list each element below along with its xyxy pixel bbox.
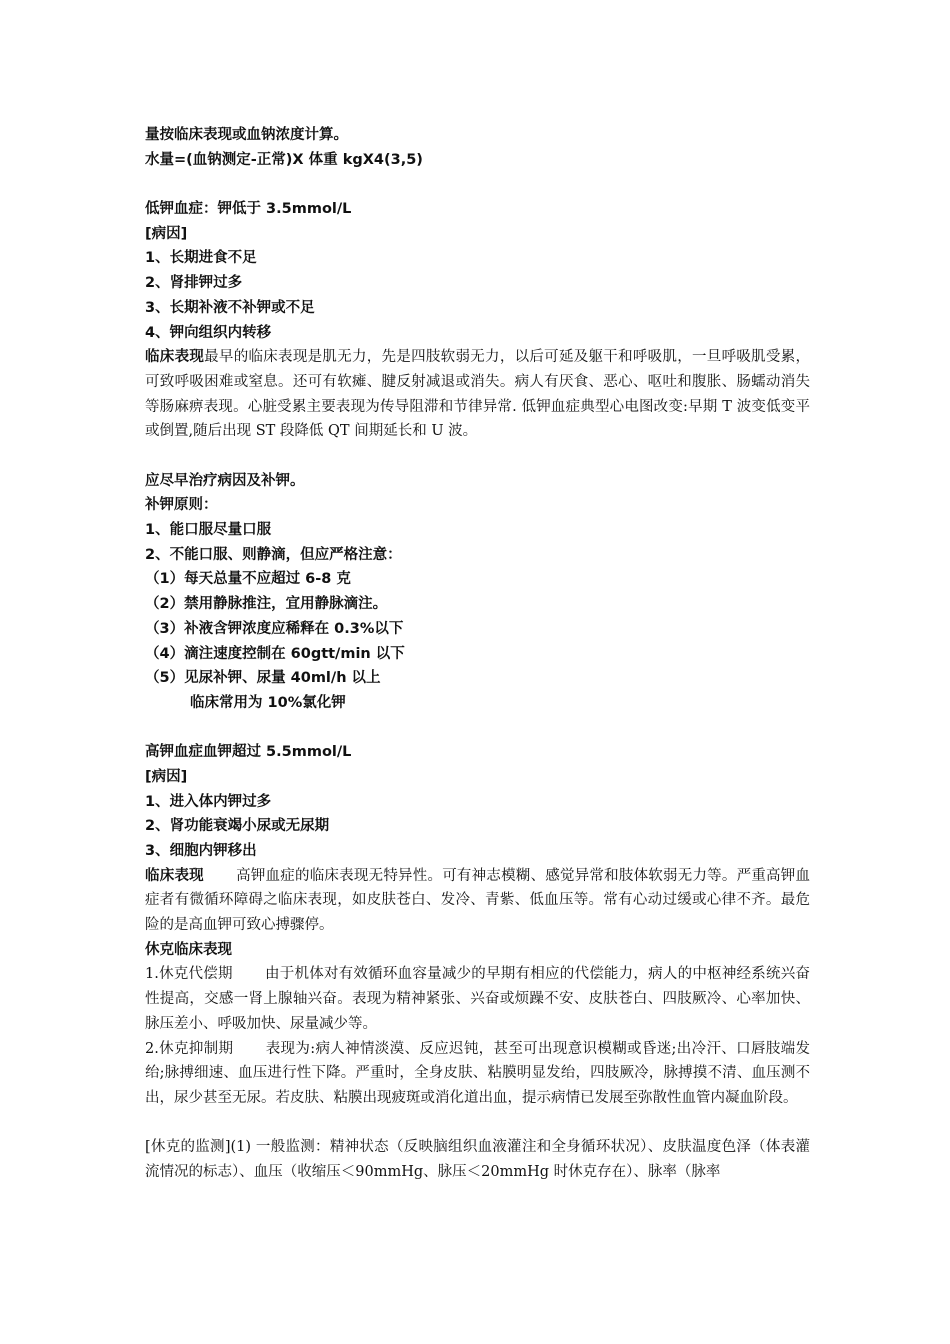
text-line: 量按临床表现或血钠浓度计算。 (145, 127, 348, 143)
list-item: 1、进入体内钾过多 (145, 793, 272, 810)
stage-label: 1.休克代偿期 (145, 966, 233, 983)
sub-list-item: （1）每天总量不应超过 6-8 克 (145, 571, 351, 588)
list-item: 2、肾排钾过多 (145, 275, 243, 292)
sub-list-item: （4）滴注速度控制在 60gtt/min 以下 (145, 645, 405, 662)
cause-label: [病因] (145, 768, 188, 785)
list-item: 1、能口服尽量口服 (145, 522, 272, 539)
blank-line (145, 716, 810, 741)
hyperkalemia-clinical-paragraph (145, 864, 810, 938)
blank-line (145, 1111, 810, 1136)
shock-suppressed-paragraph (145, 1037, 810, 1111)
shock-monitoring-paragraph (145, 1135, 810, 1184)
blank-line (145, 444, 810, 469)
monitor-text: (1) 一般监测：精神状态（反映脑组织血液灌注和全身循环状况）、皮肤温度色泽（体表灌流情况的标志）、血压（收缩压＜90mmHg、脉压＜20mmHg 时休克存在）、脉率（脉率 (145, 1139, 810, 1181)
hyperkalemia-heading: 高钾血症血钾超过 5.5mmol/L (145, 744, 352, 761)
stage-label: 2.休克抑制期 (145, 1040, 234, 1057)
list-item: 3、细胞内钾移出 (145, 843, 257, 859)
hypokalemia-heading: 低钾血症：钾低于 3.5mmol/L (145, 201, 352, 218)
list-item: 2、肾功能衰竭小尿或无尿期 (145, 818, 330, 835)
clinical-label: 临床表现 (145, 349, 205, 366)
stage-text: 表现为:病人神情淡漠、反应迟钝，甚至可出现意识模糊或昏迷;出冷汗、口唇肢端发绐;脉搏细速、血压进行性下降。严重时，全身皮肤、粘膜明显发绐，四肢厥冷，脉搏摸不清、血压测不出，尿少甚至无尿。若皮肤、粘膜出现疲斑或消化道出血，提示病情已发展至弥散性血管内凝血阶段。 (145, 1040, 810, 1106)
stage-text: 由于机体对有效循环血容量减少的早期有相应的代偿能力，病人的中枢神经系统兴奋性提高，交感一肾上腺轴兴奋。表现为精神紧张、兴奋或烦躁不安、皮肤苍白、四肢厥冷、心率加快、脉压差小、呼吸加快、尿量减少等。 (145, 966, 811, 1032)
cause-label: [病因] (145, 225, 188, 242)
note-line: 临床常用为 10%氯化钾 (190, 694, 346, 711)
principle-heading: 补钾原则： (145, 497, 218, 514)
clinical-text: 高钾血症的临床表现无特异性。可有神志模糊、感觉异常和肢体软弱无力等。严重高钾血症者有微循环障碍之临床表现，如皮肤苍白、发冷、青紫、低血压等。常有心动过缓或心律不齐。最危险的是高血钾可致心搏骤停。 (145, 867, 811, 934)
sub-list-item: （2）禁用静脉推注，宜用静脉滴注。 (145, 596, 388, 613)
clinical-text: 最早的临床表现是肌无力，先是四肢软弱无力，以后可延及躯干和呼吸肌，一旦呼吸肌受累，可致呼吸困难或窒息。还可有软瘫、腱反射减退或消失。病人有厌食、恶心、呕吐和腹胀、肠蠕动消失等肠麻痹表现。心脏受累主要表现为传导阻滞和节律异常. 低钾血症典型心电图改变:早期 T 波变低变平或倒置,随后出现 ST 段降低 QT 间期延长和 U 波。 (145, 349, 811, 440)
list-item: 2、不能口服、则静滴，但应严格注意： (145, 546, 402, 563)
monitor-label: [休克的监测] (145, 1139, 231, 1156)
blank-line (145, 172, 810, 197)
list-item: 4、钾向组织内转移 (145, 324, 272, 341)
sub-list-item: （3）补液含钾浓度应稀释在 0.3%以下 (145, 620, 404, 637)
list-item: 3、长期补液不补钾或不足 (145, 299, 315, 316)
shock-compensated-paragraph (145, 962, 810, 1036)
shock-heading: 休克临床表现 (145, 941, 232, 958)
sub-list-item: （5）见尿补钾、尿量 40ml/h 以上 (145, 670, 381, 687)
clinical-label: 临床表现 (145, 867, 204, 884)
hypokalemia-clinical-paragraph (145, 345, 810, 444)
list-item: 1、长期进食不足 (145, 250, 257, 267)
document-body (145, 123, 810, 1185)
treatment-line: 应尽早治疗病因及补钾。 (145, 472, 305, 489)
formula-line: 水量=(血钠测定-正常)X 体重 kgX4(3,5) (145, 151, 423, 168)
